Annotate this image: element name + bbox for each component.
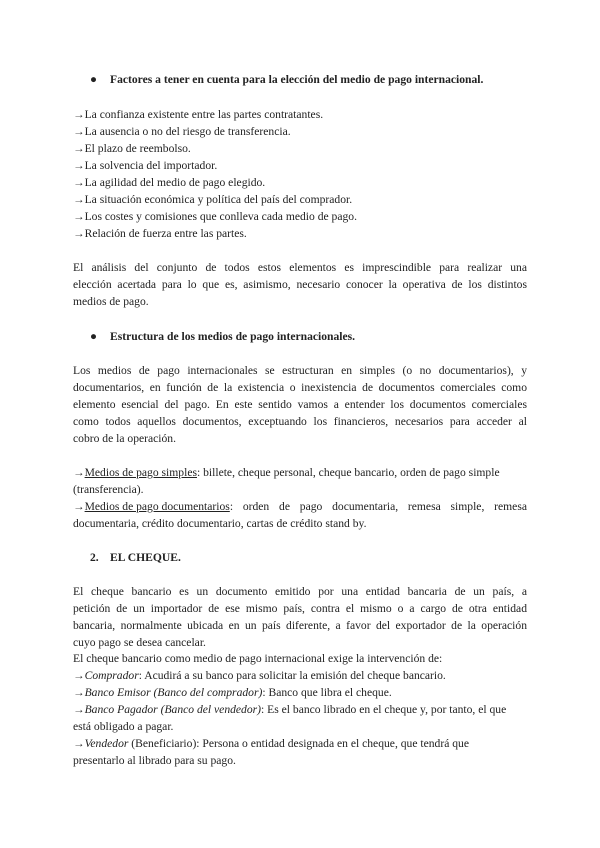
paragraph-line: cuyo pago se desea cancelar.	[73, 636, 206, 649]
role-vendedor	[73, 737, 469, 750]
heading-text: Estructura de los medios de pago internacionales.	[110, 330, 356, 343]
list-item: →Relación de fuerza entre las partes.	[73, 227, 247, 240]
paragraph-line: El cheque bancario como medio de pago internacional exige la intervención de:	[73, 652, 443, 665]
section-heading-factores	[90, 73, 483, 86]
role-text: : Banco que libra el cheque.	[262, 686, 392, 699]
arrow-icon: →	[73, 466, 85, 479]
definition-text: : orden de pago documentaria, remesa simple, remesa	[229, 500, 527, 513]
role-continuation: presentarlo al librado para su pago.	[73, 754, 236, 767]
list-item: →Los costes y comisiones que conlleva cada medio de pago.	[73, 210, 357, 223]
definition-continuation: (transferencia).	[73, 483, 144, 496]
paragraph-line: documentarios, en función de la existencia o inexistencia de documentos comerciales como	[73, 381, 527, 394]
paragraph-line: medios de pago.	[73, 295, 149, 308]
role-text: (Beneficiario): Persona o entidad designada en el cheque, que tendrá que	[128, 737, 469, 750]
list-item: →La solvencia del importador.	[73, 159, 218, 172]
role-term: Vendedor	[84, 737, 129, 750]
role-term: Banco Pagador (Banco del vendedor)	[84, 703, 262, 716]
section-heading-cheque	[90, 551, 181, 564]
role-term: Comprador	[84, 669, 139, 682]
paragraph-line: petición de un importador de ese mismo país, contra el mismo o a cargo de otra entidad	[73, 602, 527, 615]
arrow-icon: →	[73, 737, 85, 750]
heading-text: Factores a tener en cuenta para la elección del medio de pago internacional.	[110, 73, 484, 86]
role-comprador	[73, 669, 446, 682]
bullet-icon: ●	[90, 73, 98, 86]
role-banco-pagador	[73, 703, 506, 716]
term-simples: Medios de pago simples	[84, 466, 197, 479]
section-heading-estructura	[90, 330, 355, 343]
paragraph-line: El análisis del conjunto de todos estos elementos es imprescindible para realizar una	[73, 261, 527, 274]
paragraph-line: Los medios de pago internacionales se estructuran en simples (o no documentarios), y	[73, 364, 527, 377]
paragraph-line: cobro de la operación.	[73, 432, 177, 445]
list-item: →La situación económica y política del país del comprador.	[73, 193, 353, 206]
bullet-icon: ●	[90, 330, 98, 343]
role-continuation: está obligado a pagar.	[73, 720, 174, 733]
arrow-icon: →	[73, 669, 85, 682]
definition-simples	[73, 466, 500, 479]
arrow-icon: →	[73, 686, 85, 699]
definition-documentarios	[73, 500, 527, 513]
paragraph-line: El cheque bancario es un documento emitido por una entidad bancaria de un país, a	[73, 585, 527, 598]
list-item: →El plazo de reembolso.	[73, 142, 191, 155]
list-item: →La ausencia o no del riesgo de transferencia.	[73, 125, 291, 138]
list-item: →La agilidad del medio de pago elegido.	[73, 176, 266, 189]
list-item: →La confianza existente entre las partes contratantes.	[73, 108, 324, 121]
definition-text: : billete, cheque personal, cheque bancario, orden de pago simple	[196, 466, 500, 479]
role-text: : Acudirá a su banco para solicitar la emisión del cheque bancario.	[138, 669, 446, 682]
section-number: 2.	[90, 551, 99, 564]
heading-text: EL CHEQUE.	[110, 551, 181, 564]
paragraph-line: bancaria, normalmente ubicada en un país diferente, a favor del exportador de la operación	[73, 619, 527, 632]
term-documentarios: Medios de pago documentarios	[84, 500, 230, 513]
arrow-icon: →	[73, 703, 85, 716]
paragraph-line: como todos aquellos documentos, exceptuando los financieros, necesarios para acceder al	[73, 415, 527, 428]
role-banco-emisor	[73, 686, 392, 699]
arrow-icon: →	[73, 500, 85, 513]
paragraph-line: elemento esencial del pago. En este sentido vamos a entender los documentos comerciales	[73, 398, 527, 411]
paragraph-line: elección acertada para lo que es, asimismo, necesario conocer la operativa de los distintos	[73, 278, 527, 291]
role-term: Banco Emisor (Banco del comprador)	[84, 686, 263, 699]
definition-continuation: documentaria, crédito documentario, cartas de crédito stand by.	[73, 517, 367, 530]
role-text: : Es el banco librado en el cheque y, por tanto, el que	[261, 703, 507, 716]
